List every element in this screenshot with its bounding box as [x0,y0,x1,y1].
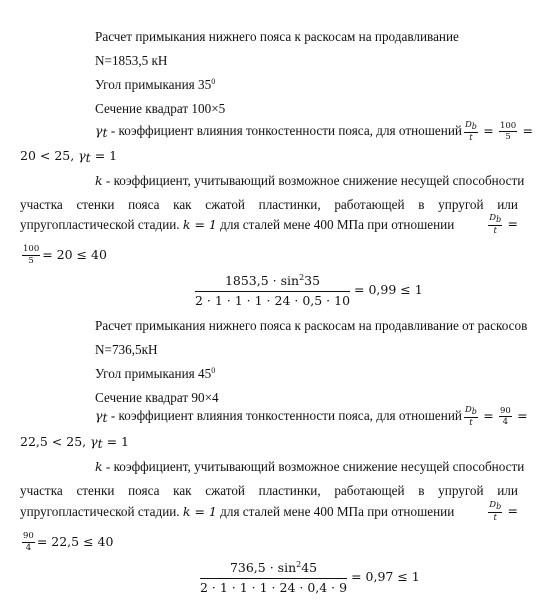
block2-section: Сечение квадрат 90×4 [95,390,219,405]
block1-ratio2: $\frac{100}{5}$ = 20 ≤ 40 [23,244,107,266]
block1-gamma-line: $\gamma_t$ - коэффициент влияния тонкостенности пояса, для отношений $\frac{D_b}{t}$ = $\frac{100}{5}$ = [95,120,533,143]
block2-formula: $\frac{736,5 \cdot \sin^245}{2 \cdot 1 \cdot 1 \cdot 1 \cdot 24 \cdot 0,4 \cdot 9}$ = 0,97 ≤ 1 [200,560,420,595]
block2-title: Расчет примыкания нижнего пояса к раскосам на продавливание от раскосов [95,318,528,333]
block2-ratio2: $\frac{90}{4}$ = 22,5 ≤ 40 [23,531,114,553]
block1-section: Сечение квадрат 100×5 [95,101,226,116]
block1-title: Расчет примыкания нижнего пояса к раскосам на продавливание [95,29,459,44]
block1-k-line3: упругопластической стадии. k = 1 для сталей мене 400 МПа при отношении $\frac{D_b}{t}$ = [20,213,518,236]
db-over-t-fraction: $\frac{D_b}{t}$ [464,120,477,143]
block1-k-line1: k - коэффициент, учитывающий возможное снижение несущей способности [95,173,525,188]
block1-gamma-cond: 20 < 25, $\gamma_t = 1$ [20,148,118,165]
block2-gamma-cond: 22,5 < 25, $\gamma_t = 1$ [20,434,130,451]
block1-k-line2: участка стенки пояса как сжатой пластинки, работающей в упругой или [20,197,518,212]
block1-n-value: N=1853,5 кН [95,53,168,68]
block2-n-value: N=736,5кН [95,342,158,357]
block2-angle: Угол примыкания $45^0$ [95,366,216,381]
block2-k-line1: k - коэффициент, учитывающий возможное снижение несущей способности [95,459,525,474]
block1-formula: $\frac{1853,5 \cdot \sin^235}{2 \cdot 1 \cdot 1 \cdot 1 \cdot 24 \cdot 0,5 \cdot 10}$ = 0,99 ≤ 1 [195,273,423,308]
block2-k-line3: упругопластической стадии. k = 1 для сталей мене 400 МПа при отношении $\frac{D_b}{t}$ = [20,500,518,523]
block1-angle: Угол примыкания $35^0$ [95,77,216,92]
block2-gamma-line: $\gamma_t$ - коэффициент влияния тонкостенности пояса, для отношений $\frac{D_b}{t}$ = $\frac{90}{4}$ = [95,405,528,428]
ratio-fraction: $\frac{100}{5}$ [499,120,517,143]
block2-k-line2: участка стенки пояса как сжатой пластинки, работающей в упругой или [20,483,518,498]
